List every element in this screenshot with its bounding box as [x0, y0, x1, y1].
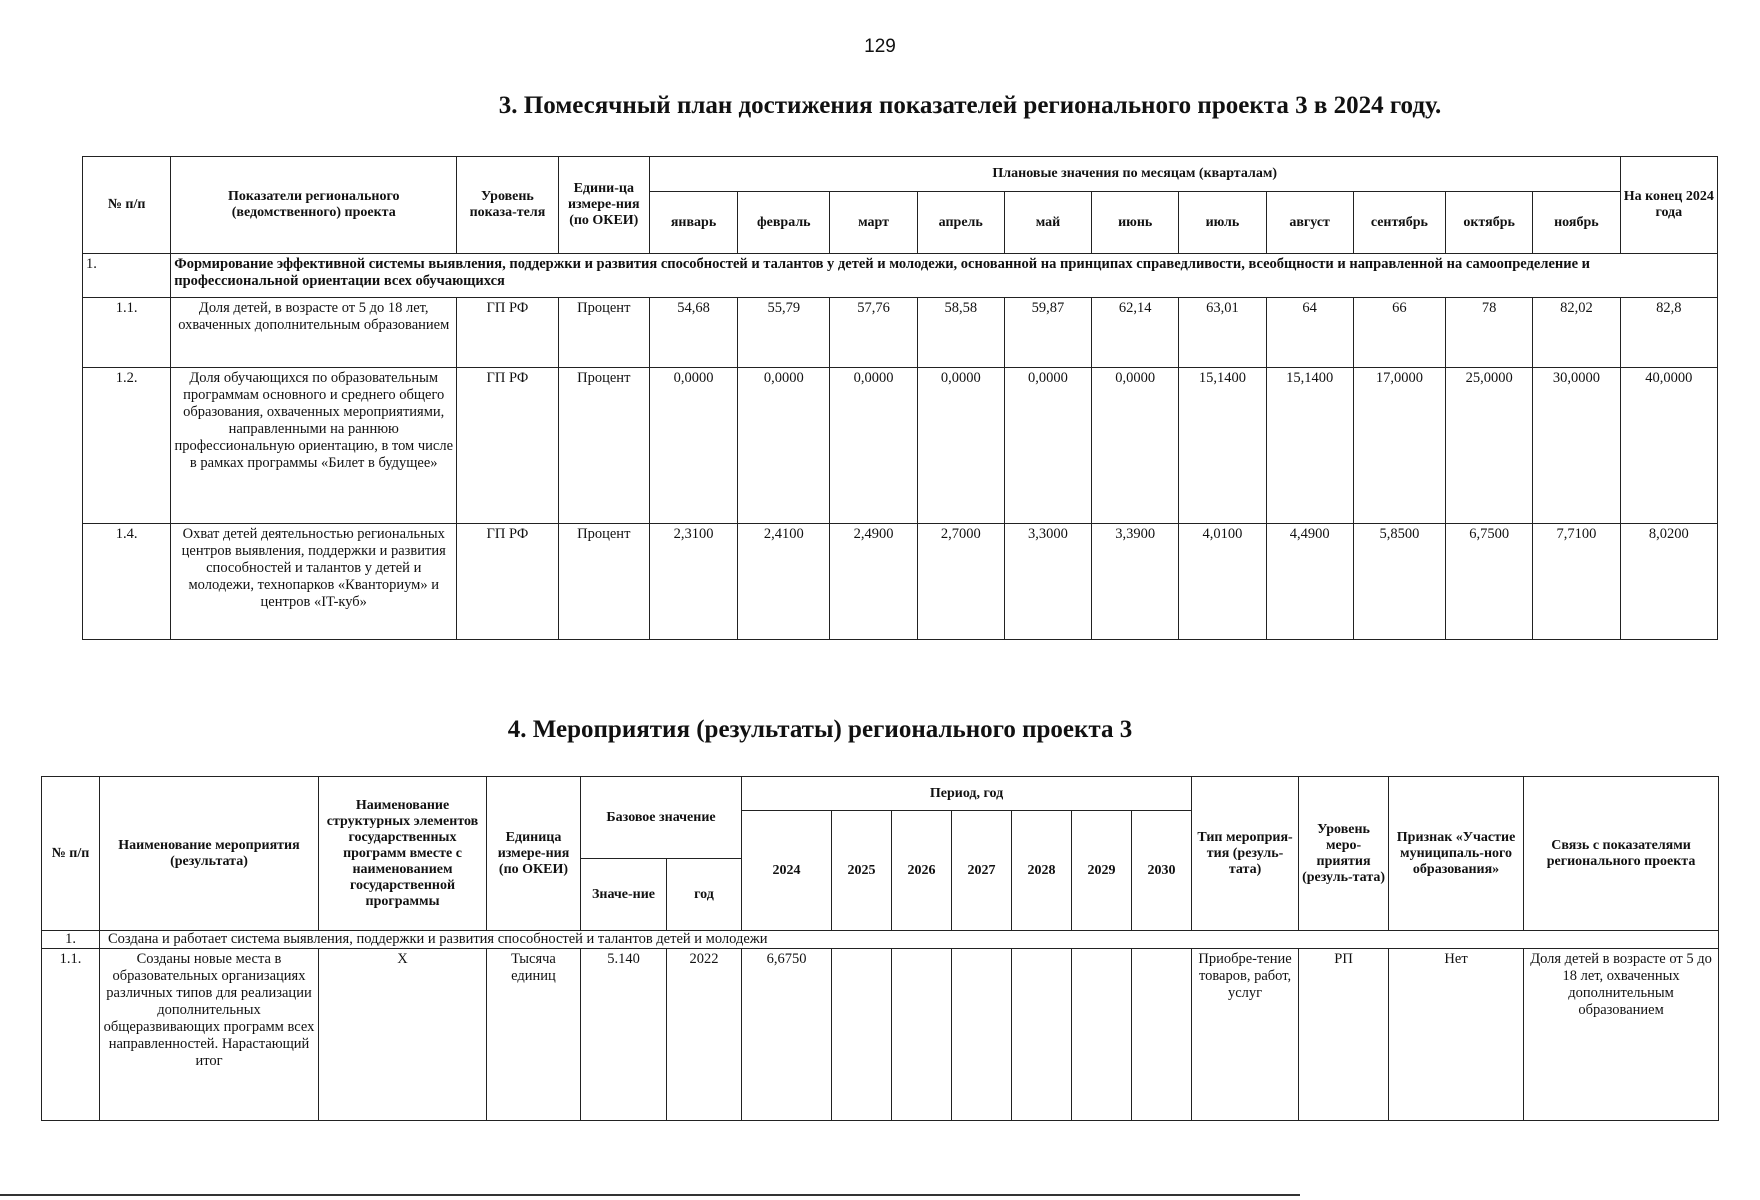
header-month: апрель [917, 192, 1004, 254]
bottom-rule [0, 1194, 1300, 1196]
row-value: 0,0000 [830, 368, 917, 524]
header-unit: Единица измере-ния (по ОКЕИ) [487, 777, 581, 931]
row-type: Приобре-тение товаров, работ, услуг [1192, 949, 1299, 1121]
header-month: ноябрь [1533, 192, 1620, 254]
row-year-value [952, 949, 1012, 1121]
row-link: Доля детей в возрасте от 5 до 18 лет, охваченных дополнительным образованием [1524, 949, 1719, 1121]
row-municipal: Нет [1389, 949, 1524, 1121]
row-unit: Тысяча единиц [487, 949, 581, 1121]
row-value: 5,8500 [1353, 524, 1445, 640]
header-name: Наименование мероприятия (результата) [100, 777, 319, 931]
row-value: 0,0000 [1004, 368, 1091, 524]
table-row [83, 524, 1718, 640]
row-value: 66 [1353, 298, 1445, 368]
row-value: 2,3100 [649, 524, 737, 640]
row-year-value: 6,6750 [742, 949, 832, 1121]
table-row [42, 949, 1719, 1121]
page-number: 129 [864, 36, 896, 57]
header-year: 2027 [952, 811, 1012, 931]
row-year-value [832, 949, 892, 1121]
row-num: 1.1. [42, 949, 100, 1121]
header-year: 2025 [832, 811, 892, 931]
group-num: 1. [83, 254, 171, 298]
header-year: 2026 [892, 811, 952, 931]
group-text: Создана и работает система выявления, поддержки и развития способностей и талантов детей и молодежи [100, 931, 1719, 949]
monthly-plan-table [82, 156, 1718, 640]
row-value: 2,4100 [738, 524, 830, 640]
row-level: ГП РФ [457, 298, 558, 368]
row-value: 59,87 [1004, 298, 1091, 368]
row-year-value [892, 949, 952, 1121]
row-value: 55,79 [738, 298, 830, 368]
row-year-value [1132, 949, 1192, 1121]
table-row [83, 298, 1718, 368]
events-table [41, 776, 1719, 1121]
header-level: Уровень показа-теля [457, 157, 558, 254]
row-value: 58,58 [917, 298, 1004, 368]
row-end: 40,0000 [1620, 368, 1717, 524]
row-name: Охват детей деятельностью региональных центров выявления, поддержки и развития способностей и талантов у детей и молодежи, технопарков «Кванториум» и центров «IT-куб» [171, 524, 457, 640]
row-level: РП [1299, 949, 1389, 1121]
row-value: 6,7500 [1446, 524, 1533, 640]
row-name: Доля обучающихся по образовательным программам основного и среднего общего образования, охваченных мероприятиями, направленными на раннюю профессиональную ориентацию, в том числе в рамках программы «Билет в будущее» [171, 368, 457, 524]
header-month: июль [1179, 192, 1266, 254]
header-month: июнь [1092, 192, 1179, 254]
row-end: 8,0200 [1620, 524, 1717, 640]
header-num: № п/п [83, 157, 171, 254]
header-link: Связь с показателями регионального проекта [1524, 777, 1719, 931]
header-structural: Наименование структурных элементов государственных программ вместе с наименованием государственной программы [319, 777, 487, 931]
row-name: Созданы новые места в образовательных организациях различных типов для реализации дополнительных общеразвивающих программ всех направленностей. Нарастающий итог [100, 949, 319, 1121]
row-value: 0,0000 [649, 368, 737, 524]
row-end: 82,8 [1620, 298, 1717, 368]
header-base: Базовое значение [581, 777, 742, 859]
header-month: май [1004, 192, 1091, 254]
header-month: январь [649, 192, 737, 254]
row-year-value [1072, 949, 1132, 1121]
header-month: сентябрь [1353, 192, 1445, 254]
row-value: 2,7000 [917, 524, 1004, 640]
header-base-year: год [667, 859, 742, 931]
header-year: 2030 [1132, 811, 1192, 931]
row-value: 15,1400 [1179, 368, 1266, 524]
row-value: 17,0000 [1353, 368, 1445, 524]
header-month: февраль [738, 192, 830, 254]
row-value: 63,01 [1179, 298, 1266, 368]
header-num: № п/п [42, 777, 100, 931]
header-type: Тип мероприя-тия (резуль-тата) [1192, 777, 1299, 931]
header-year: 2024 [742, 811, 832, 931]
header-period: Период, год [742, 777, 1192, 811]
table-row [83, 368, 1718, 524]
row-value: 7,7100 [1533, 524, 1620, 640]
header-year: 2028 [1012, 811, 1072, 931]
row-value: 4,4900 [1266, 524, 1353, 640]
row-value: 64 [1266, 298, 1353, 368]
row-value: 57,76 [830, 298, 917, 368]
row-value: 54,68 [649, 298, 737, 368]
row-unit: Процент [558, 368, 649, 524]
row-value: 78 [1446, 298, 1533, 368]
row-value: 3,3900 [1092, 524, 1179, 640]
row-level: ГП РФ [457, 524, 558, 640]
row-name: Доля детей, в возрасте от 5 до 18 лет, охваченных дополнительным образованием [171, 298, 457, 368]
header-municipal: Признак «Участие муниципаль-ного образования» [1389, 777, 1524, 931]
row-num: 1.1. [83, 298, 171, 368]
header-indicator: Показатели регионального (ведомственного) проекта [171, 157, 457, 254]
row-value: 4,0100 [1179, 524, 1266, 640]
row-year-value [1012, 949, 1072, 1121]
header-unit: Едини-ца измере-ния (по ОКЕИ) [558, 157, 649, 254]
header-month: март [830, 192, 917, 254]
row-value: 25,0000 [1446, 368, 1533, 524]
row-num: 1.4. [83, 524, 171, 640]
row-unit: Процент [558, 524, 649, 640]
row-value: 3,3000 [1004, 524, 1091, 640]
section3-title: 3. Помесячный план достижения показателей регионального проекта 3 в 2024 году. [498, 92, 1442, 119]
header-planned: Плановые значения по месяцам (кварталам) [649, 157, 1620, 192]
row-num: 1.2. [83, 368, 171, 524]
header-month: октябрь [1446, 192, 1533, 254]
header-month: август [1266, 192, 1353, 254]
row-value: 30,0000 [1533, 368, 1620, 524]
group-text: Формирование эффективной системы выявления, поддержки и развития способностей и талантов у детей и молодежи, основанной на принципах справедливости, всеобщности и направленной на самоопределение и профессиональной ориентации всех обучающихся [171, 254, 1718, 298]
row-unit: Процент [558, 298, 649, 368]
row-value: 0,0000 [738, 368, 830, 524]
group-num: 1. [42, 931, 100, 949]
row-value: 62,14 [1092, 298, 1179, 368]
row-structural: X [319, 949, 487, 1121]
row-value: 82,02 [1533, 298, 1620, 368]
row-value: 15,1400 [1266, 368, 1353, 524]
row-value: 2,4900 [830, 524, 917, 640]
row-value: 0,0000 [1092, 368, 1179, 524]
header-year: 2029 [1072, 811, 1132, 931]
header-end: На конец 2024 года [1620, 157, 1717, 254]
header-level: Уровень меро-приятия (резуль-тата) [1299, 777, 1389, 931]
row-base-value: 5.140 [581, 949, 667, 1121]
header-base-value: Значе-ние [581, 859, 667, 931]
row-level: ГП РФ [457, 368, 558, 524]
section4-title: 4. Мероприятия (результаты) регионального проекта 3 [507, 716, 1133, 743]
row-base-year: 2022 [667, 949, 742, 1121]
row-value: 0,0000 [917, 368, 1004, 524]
